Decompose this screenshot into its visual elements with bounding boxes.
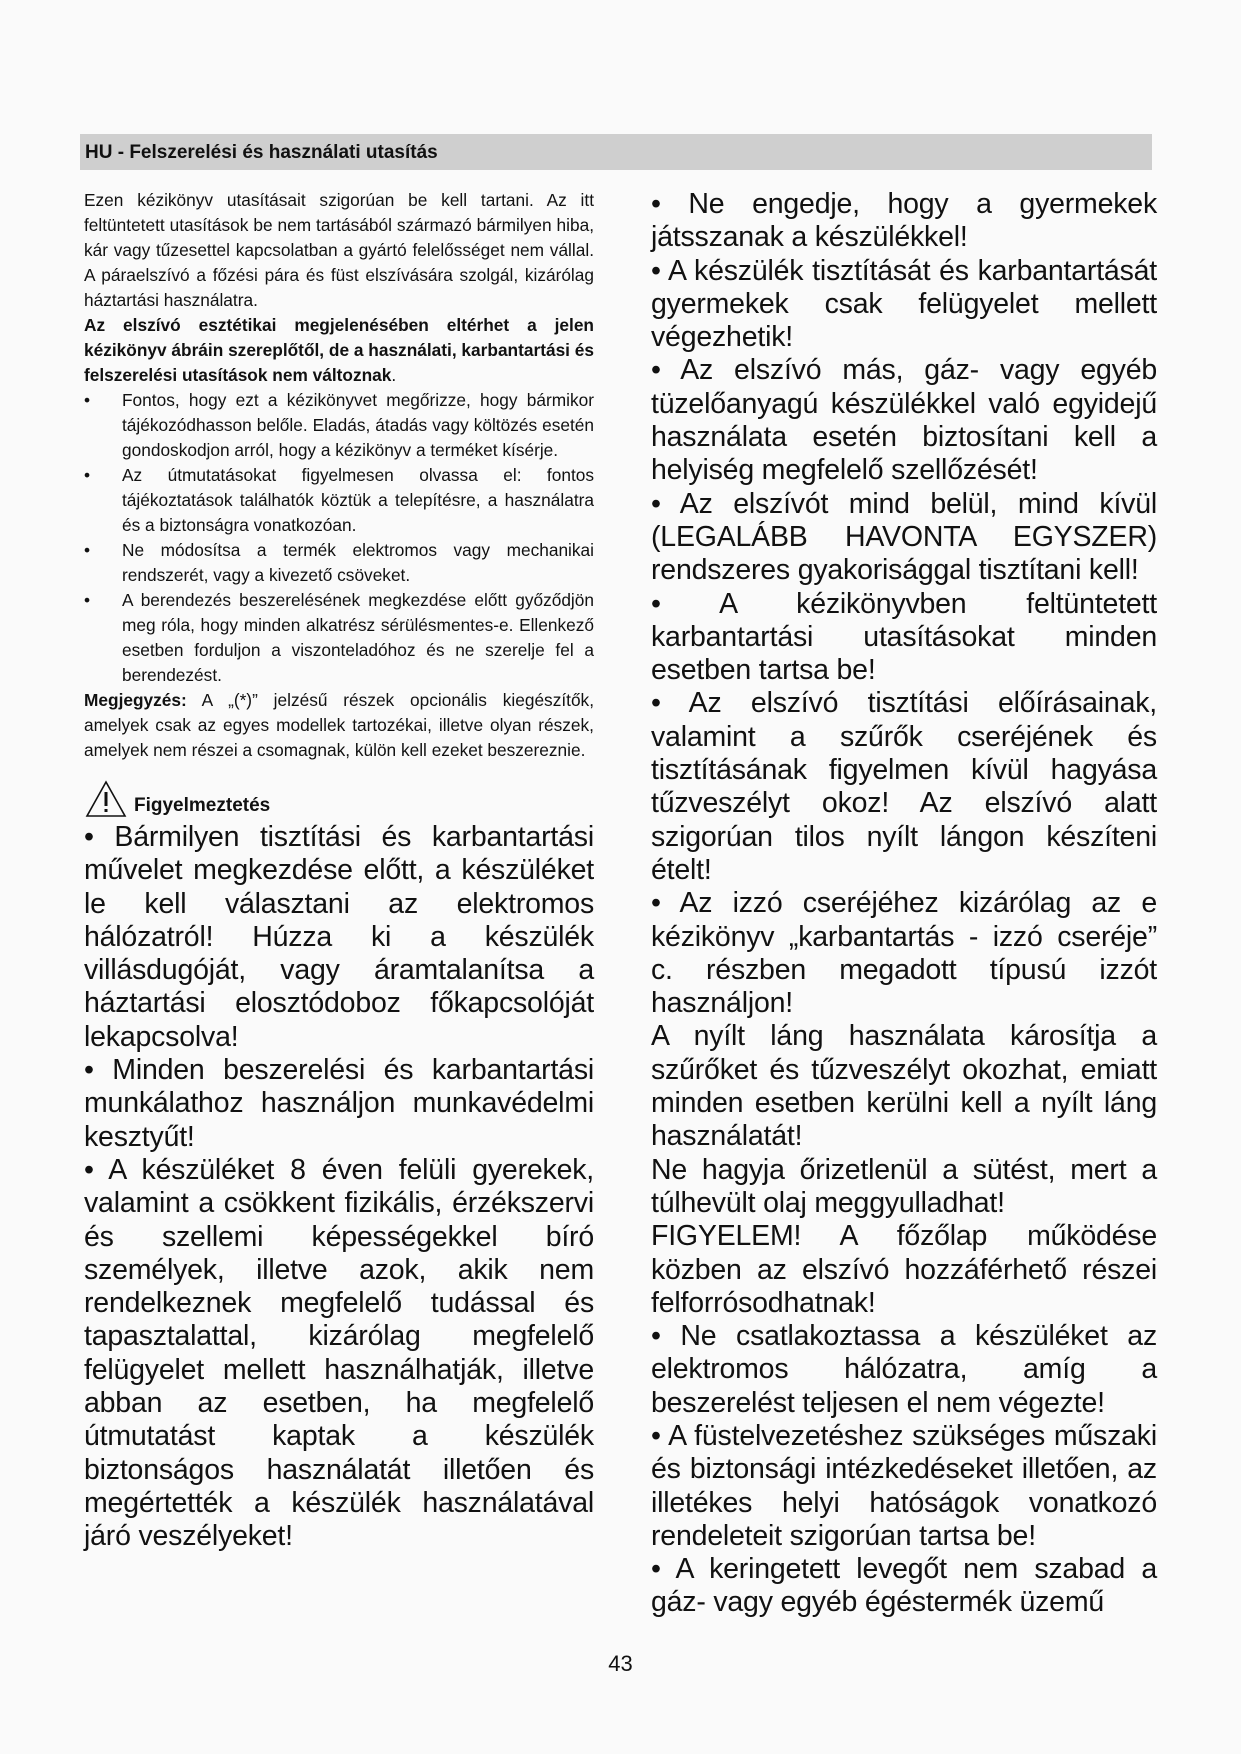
note-text: A „(*)” jelzésű részek opcionális kiegészítők, amelyek csak az egyes modellek tartozékai, illetve olyan részek, amelyek nem részei a csomagnak, külön kell ezeket beszereznie.	[84, 690, 594, 760]
warning-children-capabilities: • A készüléket 8 éven felüli gyerekek, valamint a csökkent fizikális, érzékszervi és szellemi képességekkel bíró személyek, illetve azok, akik nem rendelkeznek megfelelő tudással és tapasztalattal, kizárólag megfelelő felügyelet mellett használhatják, illetve abban az esetben, ha megfelelő útmutatást kaptak a készülék biztonságos használatát illetően és megértették a készülék használatával járó veszélyeket!	[84, 1153, 594, 1553]
warning-paragraph: FIGYELEM! A főzőlap működése közben az elszívó hozzáférhető részei felforrósodhatnak!	[651, 1220, 1157, 1319]
appearance-note	[84, 313, 594, 388]
page-number: 43	[608, 1651, 633, 1676]
warning-paragraph: A nyílt láng használata károsítja a szűrőket és tűzveszélyt okozhat, emiatt minden esetben kerülni kell a nyílt láng használatát!	[651, 1020, 1157, 1153]
warning-paragraph: • Az elszívót mind belül, mind kívül (LEGALÁBB HAVONTA EGYSZER) rendszeres gyakorisággal tisztítani kell!	[651, 487, 1157, 587]
warning-disconnect: • Bármilyen tisztítási és karbantartási művelet megkezdése előtt, a készüléket le kell választani az elektromos hálózatról! Húzza ki a készülék villásdugóját, vagy áramtalanítsa a háztartási elosztódoboz főkapcsolóját lekapcsolva!	[84, 821, 594, 1053]
warning-paragraph: Ne hagyja őrizetlenül a sütést, mert a túlhevült olaj meggyulladhat!	[651, 1153, 1157, 1219]
note-label: Megjegyzés:	[84, 690, 187, 710]
warning-gloves: • Minden beszerelési és karbantartási munkálathoz használjon munkavédelmi kesztyűt!	[84, 1054, 594, 1153]
intro-paragraph: Ezen kézikönyv utasításait szigorúan be kell tartani. Az itt feltüntetett utasítások be nem tartásából származó bármilyen hiba, kár vagy tűzesettel kapcsolatban a gyártó felelősséget nem vállal. A páraelszívó a főzési pára és füst elszívására szolgál, kizárólag háztartási használatra.	[84, 190, 594, 310]
warning-triangle-icon	[84, 779, 128, 819]
warning-paragraph: • Ne engedje, hogy a gyermekek játsszanak a készülékkel!	[651, 188, 1157, 254]
appearance-note-end: .	[391, 365, 397, 385]
list-item: • Az útmutatásokat figyelmesen olvassa el: fontos tájékoztatások találhatók köztük a telepítésre, a használatra és a biztonságra vonatkozóan.	[84, 465, 594, 535]
warning-paragraph: • A készülék tisztítását és karbantartását gyermekek csak felügyelet mellett végezhetik!	[651, 254, 1157, 354]
bullet-icon: •	[84, 390, 91, 410]
bullet-icon: •	[84, 590, 91, 610]
bullet-icon: •	[84, 465, 91, 485]
list-item: • A berendezés beszerelésének megkezdése előtt győződjön meg róla, hogy minden alkatrész sérülésmentes-e. Ellenkező esetben forduljon a viszonteladóhoz és ne szerelje fel a berendezést.	[84, 590, 594, 685]
warning-paragraph: • A keringetett levegőt nem szabad a gáz- vagy egyéb égéstermék üzemű	[651, 1553, 1157, 1619]
warning-paragraph: • A füstelvezetéshez szükséges műszaki és biztonsági intézkedéseket illetően, az illetékes helyi hatóságok vonatkozó rendeleteit szigorúan tartsa be!	[651, 1419, 1157, 1552]
section-header: HU - Felszerelési és használati utasítás	[80, 134, 1152, 170]
left-column	[84, 188, 594, 1554]
list-item: • Fontos, hogy ezt a kézikönyvet megőrizze, hogy bármikor tájékozódhasson belőle. Eladás, átadás vagy költözés esetén gondoskodjon arról, hogy a kézikönyv a terméket kísérje.	[84, 390, 594, 460]
general-bullet-list	[84, 388, 594, 688]
warning-paragraph: • A kézikönyvben feltüntetett karbantartási utasításokat minden esetben tartsa be!	[651, 587, 1157, 687]
warning-paragraph: • Az elszívó más, gáz- vagy egyéb tüzelőanyagú készülékkel való egyidejű használata esetén biztosítani kell a helyiség megfelelő szellőzését!	[651, 354, 1157, 487]
warning-paragraph: • Ne csatlakoztassa a készüléket az elektromos hálózatra, amíg a beszerelést teljesen el nem végezte!	[651, 1320, 1157, 1419]
right-column	[651, 188, 1157, 1620]
appearance-note-bold: Az elszívó esztétikai megjelenésében eltérhet a jelen kézikönyv ábráin szereplőtől, de a használati, karbantartási és felszerelési utasítások nem változnak	[84, 315, 594, 385]
list-item: • Ne módosítsa a termék elektromos vagy mechanikai rendszerét, vagy a kivezető csöveket.	[84, 540, 594, 585]
warning-paragraph: • Az elszívó tisztítási előírásainak, valamint a szűrők cseréjének és tisztításának figyelmen kívül hagyása tűzveszélyt okoz! Az elszívó alatt szigorúan tilos nyílt lángon készíteni ételt!	[651, 687, 1157, 886]
warning-heading	[84, 773, 594, 821]
bullet-icon: •	[84, 540, 91, 560]
optional-parts-note	[84, 688, 594, 763]
warning-title: Figyelmeztetés	[134, 795, 271, 816]
warning-paragraph: • Az izzó cseréjéhez kizárólag az e kézikönyv „karbantartás - izzó cseréje” c. részben megadott típusú izzót használjon!	[651, 887, 1157, 1020]
